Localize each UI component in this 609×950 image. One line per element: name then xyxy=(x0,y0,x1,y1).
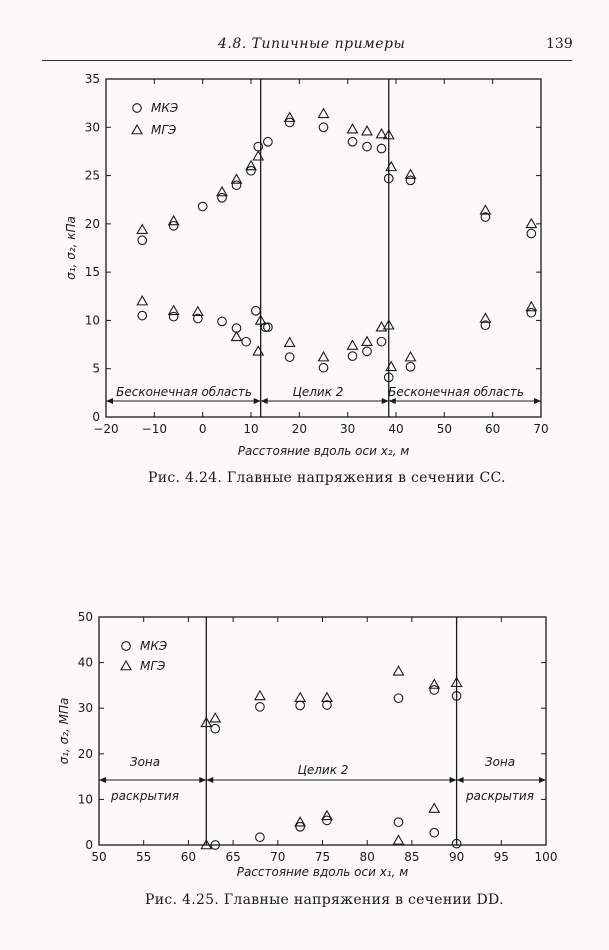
page-number: 139 xyxy=(546,36,573,52)
region-label: Целик 2 xyxy=(292,385,344,399)
legend-label: МКЭ xyxy=(140,639,168,653)
data-point-triangle xyxy=(393,835,403,844)
figure-4-25-caption: Рис. 4.25. Главные напряжения в сечении DD. xyxy=(145,892,504,908)
data-point-circle xyxy=(430,828,439,837)
region-label: Целик 2 xyxy=(297,763,349,777)
data-point-circle xyxy=(256,833,265,842)
section-title: 4.8. Типичные примеры xyxy=(218,36,406,52)
x-tick-label: 85 xyxy=(404,850,420,864)
x-tick-label: 75 xyxy=(314,850,331,864)
x-tick-label: 50 xyxy=(91,850,107,864)
y-tick-label: 20 xyxy=(77,746,93,761)
legend-label: МГЭ xyxy=(151,123,177,137)
x-tick-label: 30 xyxy=(340,422,356,436)
x-tick-label: 50 xyxy=(436,422,452,436)
x-tick-label: 60 xyxy=(485,422,501,436)
data-point-circle xyxy=(211,724,220,733)
data-point-circle xyxy=(323,816,332,825)
region-arrow-head xyxy=(199,777,206,783)
x-tick-label: 65 xyxy=(225,850,241,864)
y-tick-label: 30 xyxy=(84,120,100,135)
y-tick-label: 50 xyxy=(77,610,93,624)
data-point-circle xyxy=(296,822,305,831)
legend-label: МГЭ xyxy=(140,659,166,673)
region-arrow-head xyxy=(457,777,464,783)
x-tick-label: 20 xyxy=(291,422,307,436)
data-point-circle xyxy=(256,703,265,712)
data-point-triangle xyxy=(429,804,439,813)
x-tick-label: 90 xyxy=(448,850,465,864)
region-label-line: раскрытия xyxy=(466,789,534,803)
data-point-triangle xyxy=(393,666,403,675)
region-arrow-head xyxy=(450,777,457,783)
y-tick-label: 0 xyxy=(92,410,100,424)
legend-label: МКЭ xyxy=(151,101,179,115)
data-point-triangle xyxy=(255,691,265,700)
x-tick-label: 10 xyxy=(243,422,259,436)
y-tick-label: 5 xyxy=(92,361,100,376)
y-tick-label: 10 xyxy=(77,792,93,807)
x-axis-label: Расстояние вдоль оси x₁, м xyxy=(236,865,409,879)
x-tick-label: 40 xyxy=(388,422,404,436)
y-axis-label: σ₁, σ₂, кПа xyxy=(64,216,78,280)
y-tick-label: 25 xyxy=(84,168,100,183)
data-point-circle xyxy=(394,818,403,827)
x-tick-label: 55 xyxy=(136,850,152,864)
y-tick-label: 30 xyxy=(77,701,93,716)
y-axis-label: σ₁, σ₂, МПа xyxy=(57,697,71,765)
x-tick-label: 0 xyxy=(198,422,207,436)
data-point-circle xyxy=(394,694,403,703)
x-tick-label: 95 xyxy=(493,850,509,864)
x-tick-label: 70 xyxy=(533,422,549,436)
figure-4-24-caption: Рис. 4.24. Главные напряжения в сечении CC. xyxy=(148,470,506,486)
region-label-line: Зона xyxy=(129,755,161,769)
data-point-triangle xyxy=(322,693,332,702)
x-tick-label: −10 xyxy=(141,422,167,436)
data-point-triangle xyxy=(295,693,305,702)
region-arrow-head xyxy=(99,777,106,783)
x-tick-label: −20 xyxy=(93,422,119,436)
data-point-circle xyxy=(430,686,439,695)
data-point-triangle xyxy=(210,713,220,722)
x-axis-label: Расстояние вдоль оси x₂, м xyxy=(237,444,410,458)
region-label-line: Зона xyxy=(484,755,516,769)
y-tick-label: 10 xyxy=(84,313,100,328)
y-tick-label: 20 xyxy=(84,216,100,231)
y-tick-label: 0 xyxy=(85,838,93,852)
region-label-line: раскрытия xyxy=(111,789,179,803)
region-arrow-head xyxy=(206,777,213,783)
region-arrow-head xyxy=(539,777,546,783)
y-tick-label: 40 xyxy=(77,655,93,670)
data-point-circle xyxy=(296,701,305,710)
x-tick-label: 60 xyxy=(180,850,197,864)
region-label: Бесконечная область xyxy=(388,385,524,399)
x-tick-label: 70 xyxy=(270,850,286,864)
y-tick-label: 15 xyxy=(84,265,100,280)
y-tick-label: 35 xyxy=(84,72,100,86)
region-label: Бесконечная область xyxy=(116,385,252,399)
x-tick-label: 80 xyxy=(359,850,375,864)
x-tick-label: 100 xyxy=(534,850,558,864)
legend-triangle-marker xyxy=(121,661,131,670)
legend-circle-marker xyxy=(122,642,131,651)
